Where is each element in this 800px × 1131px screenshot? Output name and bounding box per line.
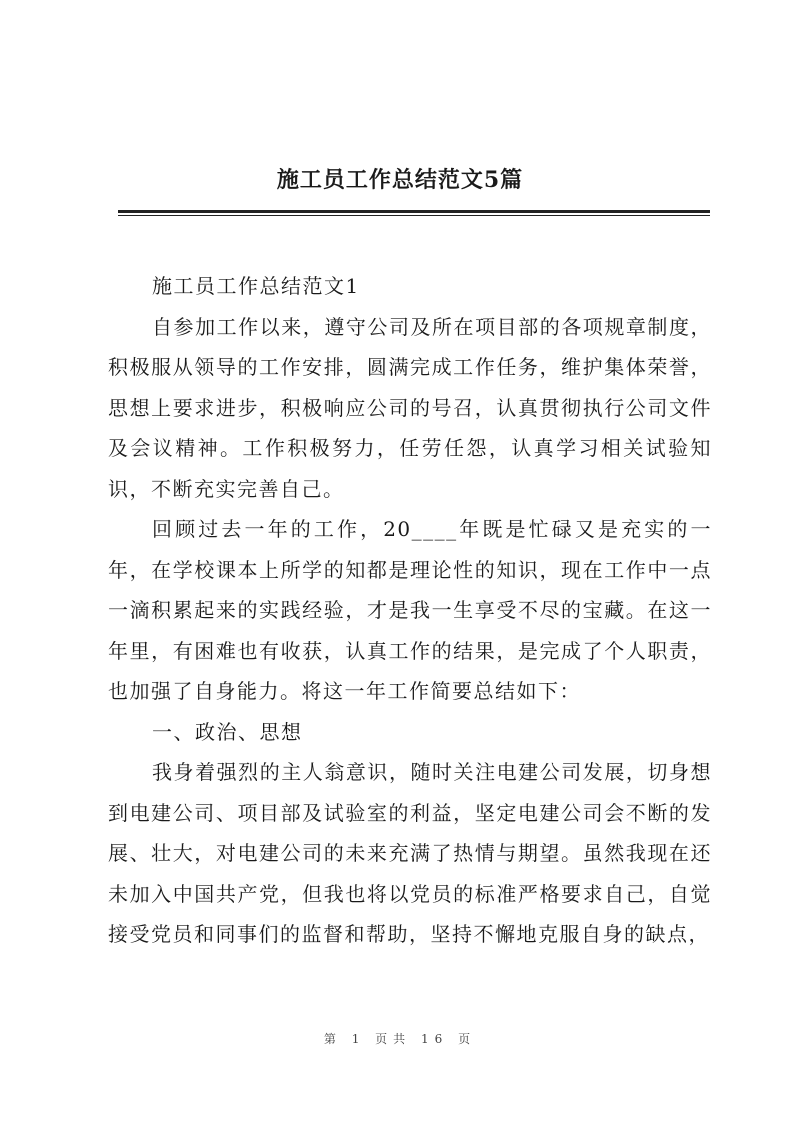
page-title: 施工员工作总结范文5篇 <box>276 167 524 193</box>
paragraph-politics: 我身着强烈的主人翁意识，随时关注电建公司发展，切身想到电建公司、项目部及试验室的利益，坚定电建公司会不断的发展、壮大，对电建公司的未来充满了热情与期望。虽然我现在还未加入中国共产党，但我也将以党员的标准严格要求自己，自觉接受党员和同事们的监督和帮助，坚持不懈地克服自身的缺点， <box>108 760 712 946</box>
title-divider-thin <box>118 215 710 216</box>
paragraph-review: 回顾过去一年的工作，20____年既是忙碌又是充实的一年，在学校课本上所学的知都是理论性的知识，现在工作中一点一滴积累起来的实践经验，才是我一生享受不尽的宝藏。在这一年里，有困难也有收获，认真工作的结果，是完成了个人职责，也加强了自身能力。将这一年工作简要总结如下： <box>108 517 712 703</box>
subsection-heading: 一、政治、思想 <box>152 719 303 744</box>
title-divider-thick <box>118 210 710 213</box>
paragraph-intro: 自参加工作以来，遵守公司及所在项目部的各项规章制度，积极服从领导的工作安排，圆满完成工作任务，维护集体荣誉，思想上要求进步，积极响应公司的号召，认真贯彻执行公司文件及会议精神。工作积极努力，任劳任怨，认真学习相关试验知识，不断充实完善自己。 <box>108 314 712 501</box>
page-footer: 第 1 页共 16 页 <box>323 1032 477 1046</box>
section-heading: 施工员工作总结范文1 <box>152 274 360 298</box>
document-body <box>108 266 712 955</box>
